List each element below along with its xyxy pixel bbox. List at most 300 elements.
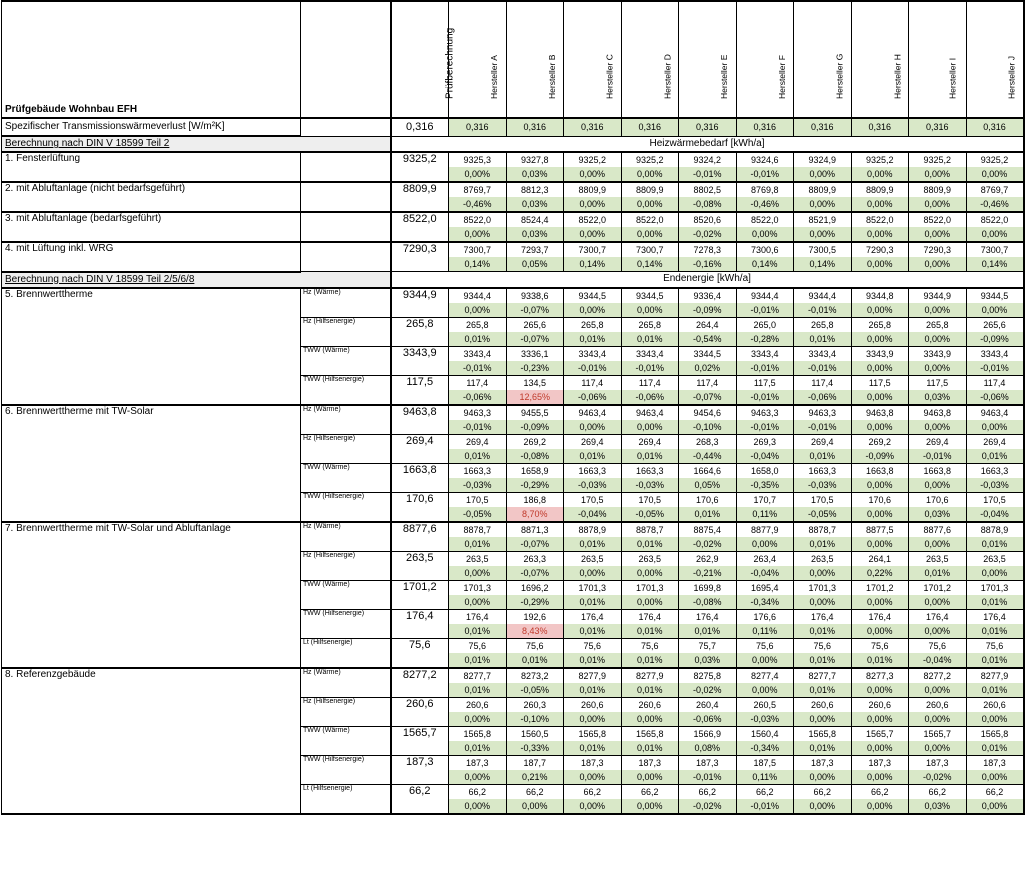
- deviation-cell: -0,09%: [506, 420, 564, 435]
- energy-type-label: [301, 152, 391, 182]
- deviation-cell: 0,01%: [794, 332, 852, 347]
- value-cell: 3343,9: [851, 346, 909, 361]
- deviation-cell: 0,00%: [851, 507, 909, 522]
- deviation-cell: -0,04%: [564, 507, 622, 522]
- manufacturer-label: Hersteller B: [546, 54, 557, 99]
- deviation-cell: 0,00%: [564, 167, 622, 182]
- value-cell: 260,6: [851, 697, 909, 712]
- value-cell: 66,2: [736, 784, 794, 799]
- value-cell: 1701,2: [851, 580, 909, 595]
- deviation-cell: -0,07%: [506, 566, 564, 581]
- deviation-cell: -0,28%: [736, 332, 794, 347]
- manufacturer-label: Hersteller H: [892, 54, 903, 99]
- manufacturer-header: [851, 1, 909, 118]
- value-cell: 75,6: [621, 638, 679, 653]
- deviation-cell: 0,00%: [851, 420, 909, 435]
- deviation-cell: -0,05%: [794, 507, 852, 522]
- deviation-cell: 0,01%: [966, 537, 1024, 552]
- table-row: [2, 522, 1024, 537]
- deviation-cell: 0,01%: [449, 741, 507, 756]
- deviation-cell: 0,03%: [506, 197, 564, 212]
- deviation-cell: -0,01%: [736, 799, 794, 814]
- energy-type-label: Lt (Hilfsenergie): [301, 638, 391, 668]
- deviation-cell: -0,29%: [506, 478, 564, 493]
- deviation-cell: -0,01%: [736, 420, 794, 435]
- deviation-cell: -0,06%: [621, 390, 679, 405]
- value-cell: 8275,8: [679, 668, 737, 683]
- deviation-cell: 0,00%: [851, 741, 909, 756]
- value-cell: 8809,9: [909, 182, 967, 197]
- value-cell: 3343,4: [736, 346, 794, 361]
- deviation-cell: 0,00%: [564, 303, 622, 318]
- deviation-cell: 0,00%: [966, 799, 1024, 814]
- section-header-row: [2, 136, 1024, 152]
- value-cell: 1701,3: [621, 580, 679, 595]
- deviation-cell: 0,00%: [851, 332, 909, 347]
- deviation-cell: -0,01%: [679, 167, 737, 182]
- energy-type-label: Hz (Wärme): [301, 405, 391, 435]
- value-cell: 9344,8: [851, 288, 909, 303]
- deviation-cell: 0,00%: [564, 770, 622, 785]
- reference-value: 8277,2: [391, 668, 449, 698]
- value-cell: 1701,3: [966, 580, 1024, 595]
- deviation-cell: -0,02%: [679, 799, 737, 814]
- deviation-cell: -0,03%: [736, 712, 794, 727]
- value-cell: 1565,8: [564, 726, 622, 741]
- value-cell: 260,6: [909, 697, 967, 712]
- deviation-cell: 0,00%: [851, 624, 909, 639]
- deviation-cell: -0,33%: [506, 741, 564, 756]
- value-cell: 9463,3: [794, 405, 852, 420]
- header-blank: [301, 1, 391, 118]
- comparison-table: [1, 0, 1025, 815]
- deviation-cell: 0,00%: [621, 595, 679, 610]
- value-cell: 264,1: [851, 551, 909, 566]
- value-cell: 263,5: [621, 551, 679, 566]
- value-cell: 3343,4: [966, 346, 1024, 361]
- deviation-cell: 0,01%: [564, 683, 622, 698]
- value-cell: 117,5: [736, 375, 794, 390]
- deviation-cell: 0,00%: [966, 167, 1024, 182]
- deviation-cell: -0,35%: [736, 478, 794, 493]
- value-cell: 8277,3: [851, 668, 909, 683]
- deviation-cell: 0,00%: [564, 197, 622, 212]
- value-cell: 9325,3: [449, 152, 507, 167]
- energy-type-label: Hz (Wärme): [301, 668, 391, 698]
- value-cell: 269,3: [736, 434, 794, 449]
- deviation-cell: -0,06%: [679, 712, 737, 727]
- value-cell: 176,4: [679, 609, 737, 624]
- value-cell: 66,2: [506, 784, 564, 799]
- manufacturer-label: Hersteller A: [489, 55, 500, 99]
- value-cell: 1663,8: [909, 463, 967, 478]
- deviation-cell: 0,05%: [506, 257, 564, 272]
- value-cell: 260,5: [736, 697, 794, 712]
- value-cell: 66,2: [679, 784, 737, 799]
- transmission-value: 0,316: [564, 118, 622, 136]
- deviation-cell: 0,00%: [621, 770, 679, 785]
- value-cell: 1658,0: [736, 463, 794, 478]
- deviation-cell: 0,00%: [966, 303, 1024, 318]
- value-cell: 9463,8: [909, 405, 967, 420]
- deviation-cell: -0,01%: [736, 167, 794, 182]
- value-cell: 8277,7: [449, 668, 507, 683]
- value-cell: 9344,5: [621, 288, 679, 303]
- deviation-cell: 0,01%: [564, 449, 622, 464]
- reference-value: 170,6: [391, 492, 449, 522]
- deviation-cell: 0,00%: [909, 303, 967, 318]
- deviation-cell: 0,00%: [736, 683, 794, 698]
- value-cell: 7300,7: [621, 242, 679, 257]
- value-cell: 1695,4: [736, 580, 794, 595]
- deviation-cell: 0,01%: [449, 449, 507, 464]
- manufacturer-header: [794, 1, 852, 118]
- value-cell: 1663,3: [449, 463, 507, 478]
- value-cell: 9344,4: [794, 288, 852, 303]
- deviation-cell: 0,00%: [564, 712, 622, 727]
- reference-value: 260,6: [391, 697, 449, 726]
- value-cell: 170,5: [621, 492, 679, 507]
- deviation-cell: -0,05%: [449, 507, 507, 522]
- deviation-cell: -0,06%: [966, 390, 1024, 405]
- value-cell: 7293,7: [506, 242, 564, 257]
- table-row: [2, 288, 1024, 303]
- energy-type-label: TWW (Wärme): [301, 346, 391, 375]
- reference-value: 176,4: [391, 609, 449, 638]
- energy-type-label: [301, 182, 391, 212]
- value-cell: 9463,4: [621, 405, 679, 420]
- deviation-cell: 0,00%: [564, 799, 622, 814]
- value-cell: 1565,8: [794, 726, 852, 741]
- deviation-cell: 0,00%: [909, 167, 967, 182]
- deviation-cell: 0,00%: [794, 799, 852, 814]
- deviation-cell: 0,00%: [909, 595, 967, 610]
- value-cell: 1663,3: [966, 463, 1024, 478]
- reference-value: 269,4: [391, 434, 449, 463]
- value-cell: 176,4: [794, 609, 852, 624]
- case-label: 2. mit Abluftanlage (nicht bedarfsgeführt): [2, 182, 301, 212]
- deviation-cell: -0,01%: [794, 420, 852, 435]
- reference-value: 66,2: [391, 784, 449, 814]
- value-cell: 117,4: [966, 375, 1024, 390]
- value-cell: 9463,3: [736, 405, 794, 420]
- value-cell: 75,7: [679, 638, 737, 653]
- section-unit: Heizwärmebedarf [kWh/a]: [391, 136, 1024, 152]
- transmission-value: 0,316: [909, 118, 967, 136]
- deviation-cell: 0,21%: [506, 770, 564, 785]
- deviation-cell: -0,02%: [679, 537, 737, 552]
- deviation-cell: 0,00%: [736, 653, 794, 668]
- value-cell: 9344,5: [564, 288, 622, 303]
- deviation-cell: 0,01%: [966, 683, 1024, 698]
- value-cell: 176,4: [966, 609, 1024, 624]
- energy-type-label: TWW (Wärme): [301, 580, 391, 609]
- deviation-cell: 0,01%: [966, 595, 1024, 610]
- deviation-cell: -0,01%: [679, 770, 737, 785]
- deviation-cell: 0,00%: [909, 197, 967, 212]
- reference-value: 8877,6: [391, 522, 449, 552]
- value-cell: 1663,3: [564, 463, 622, 478]
- value-cell: 117,5: [851, 375, 909, 390]
- deviation-cell: 0,00%: [621, 197, 679, 212]
- value-cell: 9454,6: [679, 405, 737, 420]
- value-cell: 9463,4: [966, 405, 1024, 420]
- reference-value: 9325,2: [391, 152, 449, 182]
- value-cell: 263,5: [794, 551, 852, 566]
- value-cell: 117,4: [564, 375, 622, 390]
- deviation-cell: -0,03%: [564, 478, 622, 493]
- deviation-cell: 0,01%: [564, 624, 622, 639]
- section-header-row: [2, 272, 1024, 288]
- value-cell: 75,6: [736, 638, 794, 653]
- deviation-cell: 0,00%: [966, 712, 1024, 727]
- deviation-cell: -0,09%: [966, 332, 1024, 347]
- ref-column-label: Prüfberechnung: [444, 27, 456, 99]
- deviation-cell: 0,00%: [794, 712, 852, 727]
- value-cell: 269,4: [909, 434, 967, 449]
- manufacturer-label: Hersteller J: [1005, 56, 1016, 99]
- value-cell: 75,6: [564, 638, 622, 653]
- deviation-cell: 0,00%: [909, 741, 967, 756]
- value-cell: 260,6: [621, 697, 679, 712]
- deviation-cell: 0,00%: [851, 595, 909, 610]
- deviation-cell: 0,00%: [621, 303, 679, 318]
- deviation-cell: 0,00%: [564, 566, 622, 581]
- value-cell: 9455,5: [506, 405, 564, 420]
- value-cell: 1663,3: [794, 463, 852, 478]
- value-cell: 8522,0: [909, 212, 967, 227]
- value-cell: 9324,2: [679, 152, 737, 167]
- deviation-cell: 0,00%: [909, 361, 967, 376]
- value-cell: 187,3: [679, 755, 737, 770]
- value-cell: 7300,7: [966, 242, 1024, 257]
- value-cell: 9325,2: [564, 152, 622, 167]
- value-cell: 186,8: [506, 492, 564, 507]
- deviation-cell: -0,06%: [564, 390, 622, 405]
- value-cell: 9463,8: [851, 405, 909, 420]
- deviation-cell: 0,05%: [679, 478, 737, 493]
- value-cell: 9344,9: [909, 288, 967, 303]
- section-title: Berechnung nach DIN V 18599 Teil 2/5/6/8: [2, 272, 301, 288]
- deviation-cell: 0,22%: [851, 566, 909, 581]
- case-label: 6. Brennwerttherme mit TW-Solar: [2, 405, 301, 522]
- deviation-cell: -0,01%: [621, 361, 679, 376]
- deviation-cell: 0,00%: [966, 227, 1024, 242]
- value-cell: 8524,4: [506, 212, 564, 227]
- value-cell: 3343,4: [794, 346, 852, 361]
- deviation-cell: 0,01%: [621, 653, 679, 668]
- energy-type-label: Hz (Hilfsenergie): [301, 697, 391, 726]
- value-cell: 8878,9: [966, 522, 1024, 537]
- deviation-cell: 0,01%: [794, 624, 852, 639]
- transmission-value: 0,316: [794, 118, 852, 136]
- value-cell: 9327,8: [506, 152, 564, 167]
- case-label: 1. Fensterlüftung: [2, 152, 301, 182]
- deviation-cell: 0,00%: [909, 537, 967, 552]
- value-cell: 8277,9: [621, 668, 679, 683]
- value-cell: 1565,8: [966, 726, 1024, 741]
- deviation-cell: 0,01%: [966, 741, 1024, 756]
- deviation-cell: 0,00%: [621, 799, 679, 814]
- deviation-cell: 0,00%: [909, 257, 967, 272]
- value-cell: 8878,9: [564, 522, 622, 537]
- value-cell: 9325,2: [621, 152, 679, 167]
- deviation-cell: 0,00%: [794, 227, 852, 242]
- deviation-cell: -0,01%: [736, 390, 794, 405]
- manufacturer-header: [966, 1, 1024, 118]
- deviation-cell: 0,01%: [564, 537, 622, 552]
- deviation-cell: -0,06%: [794, 390, 852, 405]
- deviation-cell: 0,01%: [449, 653, 507, 668]
- value-cell: 9338,6: [506, 288, 564, 303]
- value-cell: 7300,5: [794, 242, 852, 257]
- reference-value: 8522,0: [391, 212, 449, 242]
- value-cell: 1701,3: [449, 580, 507, 595]
- deviation-cell: 0,01%: [621, 683, 679, 698]
- value-cell: 269,4: [449, 434, 507, 449]
- deviation-cell: -0,01%: [449, 361, 507, 376]
- value-cell: 260,6: [966, 697, 1024, 712]
- value-cell: 9463,3: [449, 405, 507, 420]
- deviation-cell: 0,00%: [851, 167, 909, 182]
- value-cell: 268,3: [679, 434, 737, 449]
- value-cell: 3343,9: [909, 346, 967, 361]
- deviation-cell: 0,03%: [909, 390, 967, 405]
- energy-type-label: Hz (Hilfsenergie): [301, 317, 391, 346]
- value-cell: 8277,4: [736, 668, 794, 683]
- value-cell: 8809,9: [621, 182, 679, 197]
- deviation-cell: 0,00%: [851, 303, 909, 318]
- value-cell: 8769,8: [736, 182, 794, 197]
- deviation-cell: 0,01%: [564, 653, 622, 668]
- value-cell: 1560,5: [506, 726, 564, 741]
- value-cell: 187,3: [621, 755, 679, 770]
- deviation-cell: 0,11%: [736, 624, 794, 639]
- value-cell: 1658,9: [506, 463, 564, 478]
- manufacturer-label: Hersteller D: [662, 54, 673, 99]
- deviation-cell: 0,00%: [449, 303, 507, 318]
- deviation-cell: 0,00%: [736, 227, 794, 242]
- value-cell: 8521,9: [794, 212, 852, 227]
- deviation-cell: -0,01%: [794, 303, 852, 318]
- deviation-cell: 0,00%: [909, 712, 967, 727]
- transmission-value: 0,316: [966, 118, 1024, 136]
- deviation-cell: 0,00%: [851, 478, 909, 493]
- manufacturer-header: [506, 1, 564, 118]
- value-cell: 1701,3: [564, 580, 622, 595]
- deviation-cell: -0,01%: [909, 449, 967, 464]
- deviation-cell: 0,00%: [564, 420, 622, 435]
- deviation-cell: 0,00%: [851, 683, 909, 698]
- value-cell: 265,8: [909, 317, 967, 332]
- energy-type-label: TWW (Hilfsenergie): [301, 375, 391, 405]
- deviation-cell: 0,00%: [909, 332, 967, 347]
- section-gap: [301, 136, 391, 152]
- energy-type-label: TWW (Hilfsenergie): [301, 609, 391, 638]
- reference-value: 75,6: [391, 638, 449, 668]
- deviation-cell: 0,03%: [679, 653, 737, 668]
- deviation-cell: -0,21%: [679, 566, 737, 581]
- value-cell: 262,9: [679, 551, 737, 566]
- deviation-cell: -0,46%: [449, 197, 507, 212]
- deviation-cell: -0,46%: [966, 197, 1024, 212]
- value-cell: 66,2: [909, 784, 967, 799]
- deviation-cell: 0,03%: [909, 799, 967, 814]
- value-cell: 9325,2: [909, 152, 967, 167]
- deviation-cell: 0,14%: [736, 257, 794, 272]
- value-cell: 1701,3: [794, 580, 852, 595]
- deviation-cell: 0,03%: [909, 507, 967, 522]
- deviation-cell: -0,03%: [621, 478, 679, 493]
- value-cell: 1565,8: [449, 726, 507, 741]
- deviation-cell: 0,00%: [909, 420, 967, 435]
- value-cell: 7300,7: [564, 242, 622, 257]
- energy-type-label: Lt (Hilfsenergie): [301, 784, 391, 814]
- deviation-cell: 0,03%: [506, 227, 564, 242]
- value-cell: 260,3: [506, 697, 564, 712]
- manufacturer-label: Hersteller F: [776, 55, 787, 99]
- value-cell: 8878,7: [449, 522, 507, 537]
- deviation-cell: -0,16%: [679, 257, 737, 272]
- deviation-cell: 0,01%: [851, 653, 909, 668]
- transmission-value: 0,316: [736, 118, 794, 136]
- value-cell: 3343,4: [564, 346, 622, 361]
- deviation-cell: -0,34%: [736, 741, 794, 756]
- value-cell: 265,8: [794, 317, 852, 332]
- reference-value: 265,8: [391, 317, 449, 346]
- deviation-cell: 0,00%: [449, 595, 507, 610]
- value-cell: 260,6: [449, 697, 507, 712]
- manufacturer-header: [449, 1, 507, 118]
- deviation-cell: 0,01%: [909, 566, 967, 581]
- deviation-cell: -0,46%: [736, 197, 794, 212]
- deviation-cell: -0,54%: [679, 332, 737, 347]
- value-cell: 75,6: [909, 638, 967, 653]
- deviation-cell-highlighted: 12,65%: [506, 390, 564, 405]
- energy-type-label: TWW (Wärme): [301, 726, 391, 755]
- value-cell: 1566,9: [679, 726, 737, 741]
- deviation-cell: 0,11%: [736, 507, 794, 522]
- energy-type-label: [301, 242, 391, 272]
- value-cell: 187,3: [794, 755, 852, 770]
- deviation-cell: 0,00%: [909, 624, 967, 639]
- transmission-label: Spezifischer Transmissionswärmeverlust [W/m²K]: [2, 118, 301, 136]
- value-cell: 8522,0: [736, 212, 794, 227]
- value-cell: 66,2: [564, 784, 622, 799]
- deviation-cell: 0,00%: [449, 227, 507, 242]
- transmission-value: 0,316: [679, 118, 737, 136]
- reference-value: 117,5: [391, 375, 449, 405]
- value-cell: 117,4: [621, 375, 679, 390]
- deviation-cell: 0,00%: [621, 420, 679, 435]
- manufacturer-header: [736, 1, 794, 118]
- value-cell: 265,6: [966, 317, 1024, 332]
- manufacturer-label: Hersteller C: [604, 54, 615, 99]
- value-cell: 260,6: [564, 697, 622, 712]
- case-label: 8. Referenzgebäude: [2, 668, 301, 814]
- energy-type-label: [301, 212, 391, 242]
- case-label: 5. Brennwerttherme: [2, 288, 301, 405]
- deviation-cell: -0,08%: [679, 197, 737, 212]
- transmission-sub: [301, 118, 391, 136]
- deviation-cell: 0,00%: [621, 566, 679, 581]
- deviation-cell: 0,00%: [794, 595, 852, 610]
- value-cell: 117,4: [794, 375, 852, 390]
- deviation-cell: -0,05%: [621, 507, 679, 522]
- value-cell: 176,4: [909, 609, 967, 624]
- deviation-cell: 0,01%: [794, 653, 852, 668]
- energy-type-label: Hz (Wärme): [301, 522, 391, 552]
